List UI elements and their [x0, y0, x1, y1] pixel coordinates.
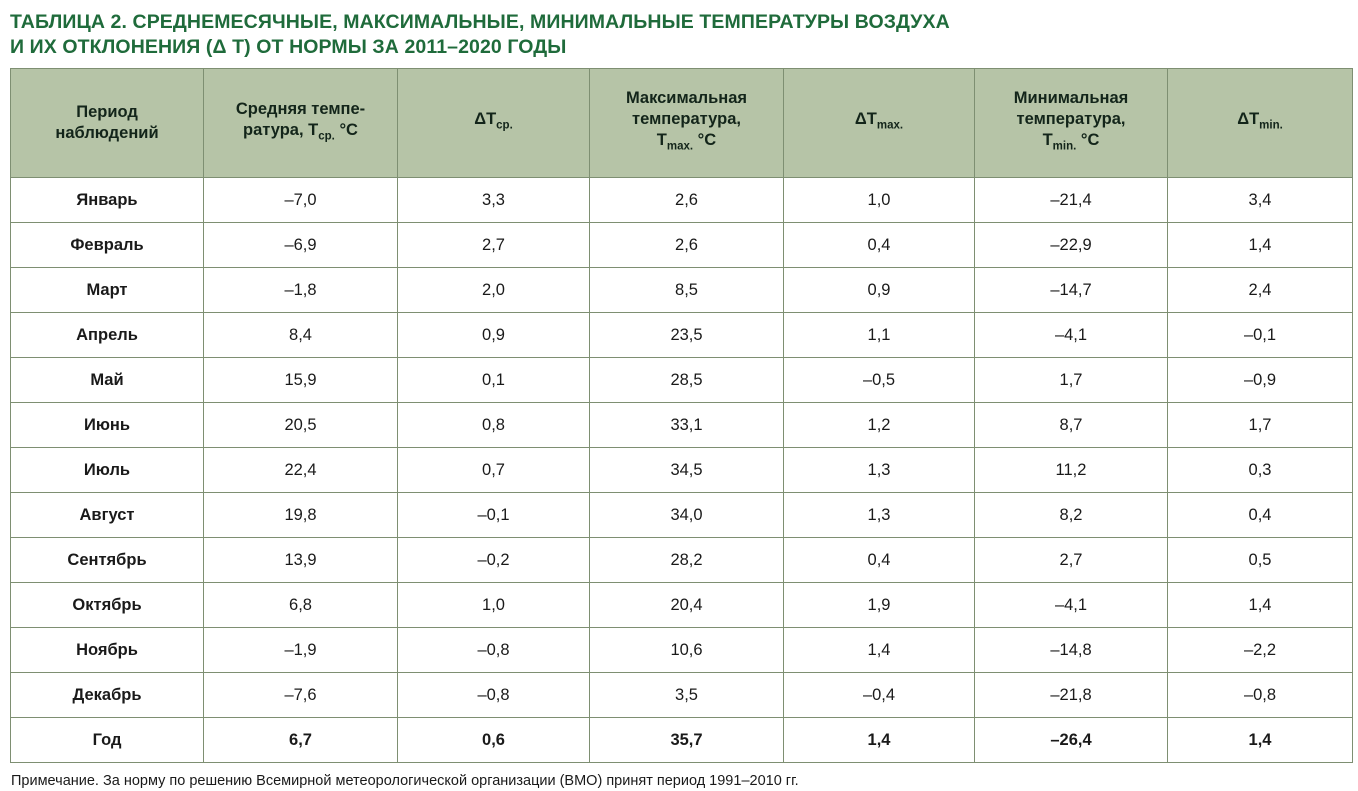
- header-text: Средняя темпе-: [235, 99, 366, 118]
- header-text: температура,: [632, 110, 741, 129]
- cell-period: Апрель: [11, 313, 204, 358]
- cell-min-temp: –22,9: [975, 223, 1168, 268]
- cell-delta-avg: 3,3: [398, 178, 590, 223]
- header-text: температура,: [1016, 110, 1126, 129]
- table-row: [11, 223, 1353, 268]
- cell-delta-max: 1,2: [784, 403, 975, 448]
- cell-delta-avg: 0,1: [398, 358, 590, 403]
- column-header-delta-max: [784, 69, 975, 178]
- table-row: [11, 673, 1353, 718]
- cell-min-temp: –14,8: [975, 628, 1168, 673]
- cell-period: Декабрь: [11, 673, 204, 718]
- cell-delta-min: 0,4: [1168, 493, 1353, 538]
- cell-avg-temp: 22,4: [204, 448, 398, 493]
- title-line-2: И ИХ ОТКЛОНЕНИЯ (Δ Т) ОТ НОРМЫ ЗА 2011–2020 ГОДЫ: [10, 36, 567, 58]
- cell-min-temp: –14,7: [975, 268, 1168, 313]
- cell-delta-avg: –0,1: [398, 493, 590, 538]
- header-unit: °C: [693, 131, 717, 150]
- cell-period: Октябрь: [11, 583, 204, 628]
- column-header-delta-avg: [398, 69, 590, 178]
- cell-delta-min: –0,8: [1168, 673, 1353, 718]
- cell-avg-temp: –7,6: [204, 673, 398, 718]
- cell-delta-min: 2,4: [1168, 268, 1353, 313]
- cell-delta-min: 0,3: [1168, 448, 1353, 493]
- cell-period: Июнь: [11, 403, 204, 448]
- header-subscript: max.: [876, 119, 904, 132]
- table-row: [11, 448, 1353, 493]
- header-unit: °C: [334, 120, 358, 139]
- header-text: Максимальная: [625, 89, 748, 108]
- cell-delta-avg: –0,2: [398, 538, 590, 583]
- header-subscript: min.: [1052, 140, 1077, 153]
- header-text: Период: [76, 103, 138, 121]
- cell-period: Январь: [11, 178, 204, 223]
- cell-max-temp: 23,5: [590, 313, 784, 358]
- header-unit: °C: [1076, 131, 1100, 150]
- cell-period: Июль: [11, 448, 204, 493]
- page-title: [10, 10, 1350, 60]
- cell-avg-temp: 6,8: [204, 583, 398, 628]
- cell-delta-max: 1,9: [784, 583, 975, 628]
- cell-avg-temp: 13,9: [204, 538, 398, 583]
- table-row: [11, 313, 1353, 358]
- cell-min-temp: 8,2: [975, 493, 1168, 538]
- header-text: ратура, T: [243, 120, 319, 139]
- table-header: [11, 69, 1353, 178]
- cell-delta-avg: 0,6: [398, 718, 590, 763]
- cell-delta-max: 1,4: [784, 628, 975, 673]
- cell-delta-avg: –0,8: [398, 673, 590, 718]
- table-row-total: [11, 718, 1353, 763]
- cell-avg-temp: –1,9: [204, 628, 398, 673]
- cell-min-temp: 11,2: [975, 448, 1168, 493]
- cell-avg-temp: –7,0: [204, 178, 398, 223]
- cell-period: Сентябрь: [11, 538, 204, 583]
- title-line-1: ТАБЛИЦА 2. СРЕДНЕМЕСЯЧНЫЕ, МАКСИМАЛЬНЫЕ, МИНИМАЛЬНЫЕ ТЕМПЕРАТУРЫ ВОЗДУХА: [10, 11, 950, 33]
- header-subscript: max.: [666, 140, 694, 153]
- cell-max-temp: 33,1: [590, 403, 784, 448]
- cell-max-temp: 3,5: [590, 673, 784, 718]
- table-row: [11, 358, 1353, 403]
- cell-max-temp: 28,2: [590, 538, 784, 583]
- header-text: T: [656, 131, 667, 150]
- cell-delta-max: 1,4: [784, 718, 975, 763]
- column-header-min-temp: [975, 69, 1168, 178]
- cell-max-temp: 2,6: [590, 178, 784, 223]
- cell-min-temp: –21,8: [975, 673, 1168, 718]
- table-row: [11, 493, 1353, 538]
- cell-delta-max: –0,4: [784, 673, 975, 718]
- header-text: T: [1042, 131, 1053, 150]
- cell-avg-temp: 20,5: [204, 403, 398, 448]
- cell-delta-max: 0,9: [784, 268, 975, 313]
- cell-max-temp: 34,0: [590, 493, 784, 538]
- cell-delta-avg: 0,7: [398, 448, 590, 493]
- cell-delta-min: 1,4: [1168, 583, 1353, 628]
- cell-period: Март: [11, 268, 204, 313]
- cell-min-temp: 8,7: [975, 403, 1168, 448]
- cell-delta-min: –0,1: [1168, 313, 1353, 358]
- cell-delta-min: –0,9: [1168, 358, 1353, 403]
- cell-period: Август: [11, 493, 204, 538]
- table-body: [11, 178, 1353, 763]
- cell-avg-temp: –6,9: [204, 223, 398, 268]
- cell-min-temp: 2,7: [975, 538, 1168, 583]
- cell-delta-avg: –0,8: [398, 628, 590, 673]
- cell-delta-min: 1,7: [1168, 403, 1353, 448]
- table-note: Примечание. За норму по решению Всемирной метеорологической организации (ВМО) принят период 1991–2010 гг.: [11, 773, 799, 789]
- cell-delta-min: 1,4: [1168, 718, 1353, 763]
- cell-delta-avg: 0,9: [398, 313, 590, 358]
- column-header-delta-min: [1168, 69, 1353, 178]
- column-header-avg-temp: [204, 69, 398, 178]
- header-text: ΔT: [1237, 110, 1260, 129]
- cell-period: Ноябрь: [11, 628, 204, 673]
- table-row: [11, 538, 1353, 583]
- header-text: Минимальная: [1013, 89, 1129, 108]
- cell-min-temp: –4,1: [975, 313, 1168, 358]
- cell-max-temp: 2,6: [590, 223, 784, 268]
- header-text: ΔT: [474, 110, 497, 129]
- cell-avg-temp: 19,8: [204, 493, 398, 538]
- cell-max-temp: 28,5: [590, 358, 784, 403]
- cell-max-temp: 35,7: [590, 718, 784, 763]
- cell-period: Май: [11, 358, 204, 403]
- cell-delta-avg: 2,7: [398, 223, 590, 268]
- cell-min-temp: –4,1: [975, 583, 1168, 628]
- cell-delta-max: 0,4: [784, 223, 975, 268]
- cell-delta-avg: 1,0: [398, 583, 590, 628]
- cell-avg-temp: –1,8: [204, 268, 398, 313]
- cell-max-temp: 10,6: [590, 628, 784, 673]
- cell-delta-min: 0,5: [1168, 538, 1353, 583]
- header-row: [11, 69, 1353, 178]
- cell-delta-avg: 2,0: [398, 268, 590, 313]
- table-row: [11, 268, 1353, 313]
- cell-delta-avg: 0,8: [398, 403, 590, 448]
- temperature-table: [10, 68, 1353, 763]
- cell-max-temp: 8,5: [590, 268, 784, 313]
- cell-min-temp: –26,4: [975, 718, 1168, 763]
- header-subscript: min.: [1259, 119, 1283, 132]
- header-subscript: ср.: [318, 130, 335, 143]
- cell-max-temp: 20,4: [590, 583, 784, 628]
- cell-max-temp: 34,5: [590, 448, 784, 493]
- cell-avg-temp: 8,4: [204, 313, 398, 358]
- cell-avg-temp: 6,7: [204, 718, 398, 763]
- header-subscript: ср.: [496, 119, 513, 132]
- cell-delta-min: 3,4: [1168, 178, 1353, 223]
- cell-delta-min: –2,2: [1168, 628, 1353, 673]
- column-header-period: [11, 69, 204, 178]
- cell-delta-max: 0,4: [784, 538, 975, 583]
- table-row: [11, 583, 1353, 628]
- cell-period: Год: [11, 718, 204, 763]
- table-row: [11, 178, 1353, 223]
- header-text: ΔT: [854, 110, 877, 129]
- cell-avg-temp: 15,9: [204, 358, 398, 403]
- cell-delta-max: 1,3: [784, 493, 975, 538]
- cell-delta-max: 1,3: [784, 448, 975, 493]
- cell-delta-min: 1,4: [1168, 223, 1353, 268]
- header-text: наблюдений: [55, 124, 159, 142]
- cell-period: Февраль: [11, 223, 204, 268]
- cell-delta-max: 1,0: [784, 178, 975, 223]
- column-header-max-temp: [590, 69, 784, 178]
- cell-min-temp: –21,4: [975, 178, 1168, 223]
- table-row: [11, 628, 1353, 673]
- table-row: [11, 403, 1353, 448]
- cell-delta-max: –0,5: [784, 358, 975, 403]
- cell-min-temp: 1,7: [975, 358, 1168, 403]
- cell-delta-max: 1,1: [784, 313, 975, 358]
